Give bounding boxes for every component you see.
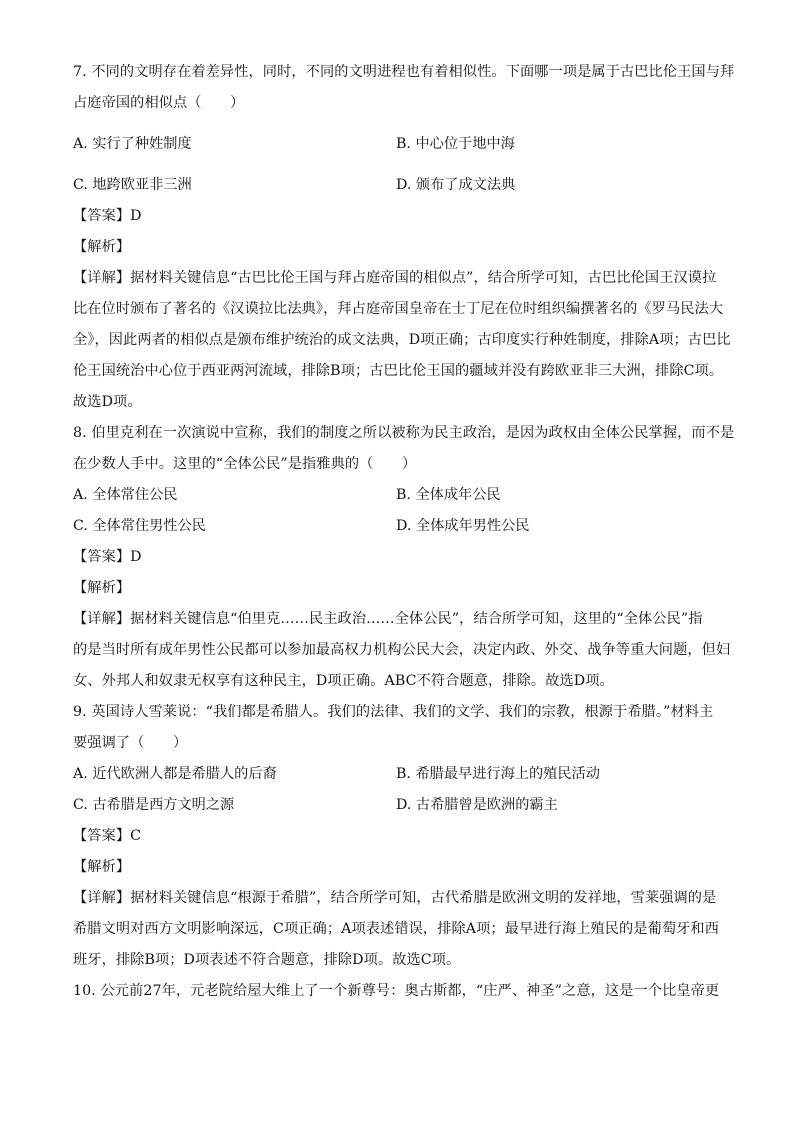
option-a: A. 全体常住公民 [73,487,178,503]
exam-page [73,62,735,1012]
analysis-label: 【解析】 [73,580,131,596]
detail-line: 希腊文明对西方文明影响深远，C项正确；A项表述错误，排除A项；最早进行海上殖民的是葡萄牙和西 [73,921,720,937]
question-7 [73,62,735,412]
question-stem-line: 7. 不同的文明存在着差异性，同时，不同的文明进程也有着相似性。下面哪一项是属于古巴比伦王国与拜 [73,64,735,80]
option-b: B. 希腊最早进行海上的殖民活动 [396,766,600,782]
question-9 [73,702,723,970]
answer-label: 【答案】D [73,549,142,565]
option-d: D. 古希腊曾是欧洲的霸主 [396,797,558,813]
option-row [73,485,723,505]
option-c: C. 全体常住男性公民 [73,518,206,534]
option-d: D. 全体成年男性公民 [396,518,530,534]
option-c: C. 古希腊是西方文明之源 [73,797,235,813]
option-a: A. 近代欧洲人都是希腊人的后裔 [73,766,277,782]
option-row [73,764,723,784]
question-stem-line: 在少数人手中。这里的“全体公民”是指雅典的（ ） [73,456,417,472]
option-row [73,175,723,195]
detail-line: 伦王国统治中心位于西亚两河流域，排除B项；古巴比伦王国的疆域并没有跨欧亚非三大洲，排除C项。 [73,363,724,379]
detail-line: 【详解】据材料关键信息“根源于希腊”，结合所学可知，古代希腊是欧洲文明的发祥地，雪莱强调的是 [73,890,717,906]
detail-line: 的是当时所有成年男性公民都可以参加最高权力机构公民大会，决定内政、外交、战争等重大问题，但妇 [73,642,731,658]
option-b: B. 全体成年公民 [396,487,501,503]
detail-line: 比在位时颁布了著名的《汉谟拉比法典》，拜占庭帝国皇帝在士丁尼在位时组织编撰著名的《罗马民法大 [73,301,724,317]
detail-line: 【详解】据材料关键信息“伯里克……民主政治……全体公民”，结合所学可知，这里的“全体公民”指 [73,611,703,627]
option-a: A. 实行了种姓制度 [73,136,192,152]
question-10 [73,981,723,1001]
question-stem-line: 8. 伯里克利在一次演说中宣称，我们的制度之所以被称为民主政治，是因为政权由全体公民掌握，而不是 [73,425,735,441]
option-c: C. 地跨欧亚非三洲 [73,177,192,193]
question-stem-line: 要强调了（ ） [73,735,188,751]
option-d: D. 颁布了成文法典 [396,177,516,193]
question-stem-line: 10. 公元前27年，元老院给屋大维上了一个新尊号：奥古斯都，“庄严、神圣”之意，这是一个比皇帝更 [73,983,720,999]
analysis-label: 【解析】 [73,859,131,875]
detail-line: 全》，因此两者的相似点是颁布维护统治的成文法典，D项正确；古印度实行种姓制度，排除A项；古巴比 [73,332,731,348]
option-row [73,795,723,815]
answer-label: 【答案】D [73,208,142,224]
detail-line: 班牙，排除B项；D项表述不符合题意，排除D项。故选C项。 [73,952,461,968]
option-b: B. 中心位于地中海 [396,136,515,152]
option-row [73,516,723,536]
option-row [73,134,723,154]
question-8 [73,423,735,691]
answer-label: 【答案】C [73,828,142,844]
detail-line: 女、外邦人和奴隶无权享有这种民主，D项正确。ABC不符合题意，排除。故选D项。 [73,673,614,689]
analysis-label: 【解析】 [73,239,131,255]
detail-line: 故选D项。 [73,394,142,410]
detail-line: 【详解】据材料关键信息“古巴比伦王国与拜占庭帝国的相似点”，结合所学可知，古巴比伦国王汉谟拉 [73,270,717,286]
question-stem-line: 9. 英国诗人雪莱说：“我们都是希腊人。我们的法律、我们的文学、我们的宗教，根源于希腊。”材料主 [73,704,714,720]
question-stem-line: 占庭帝国的相似点（ ） [73,95,245,111]
